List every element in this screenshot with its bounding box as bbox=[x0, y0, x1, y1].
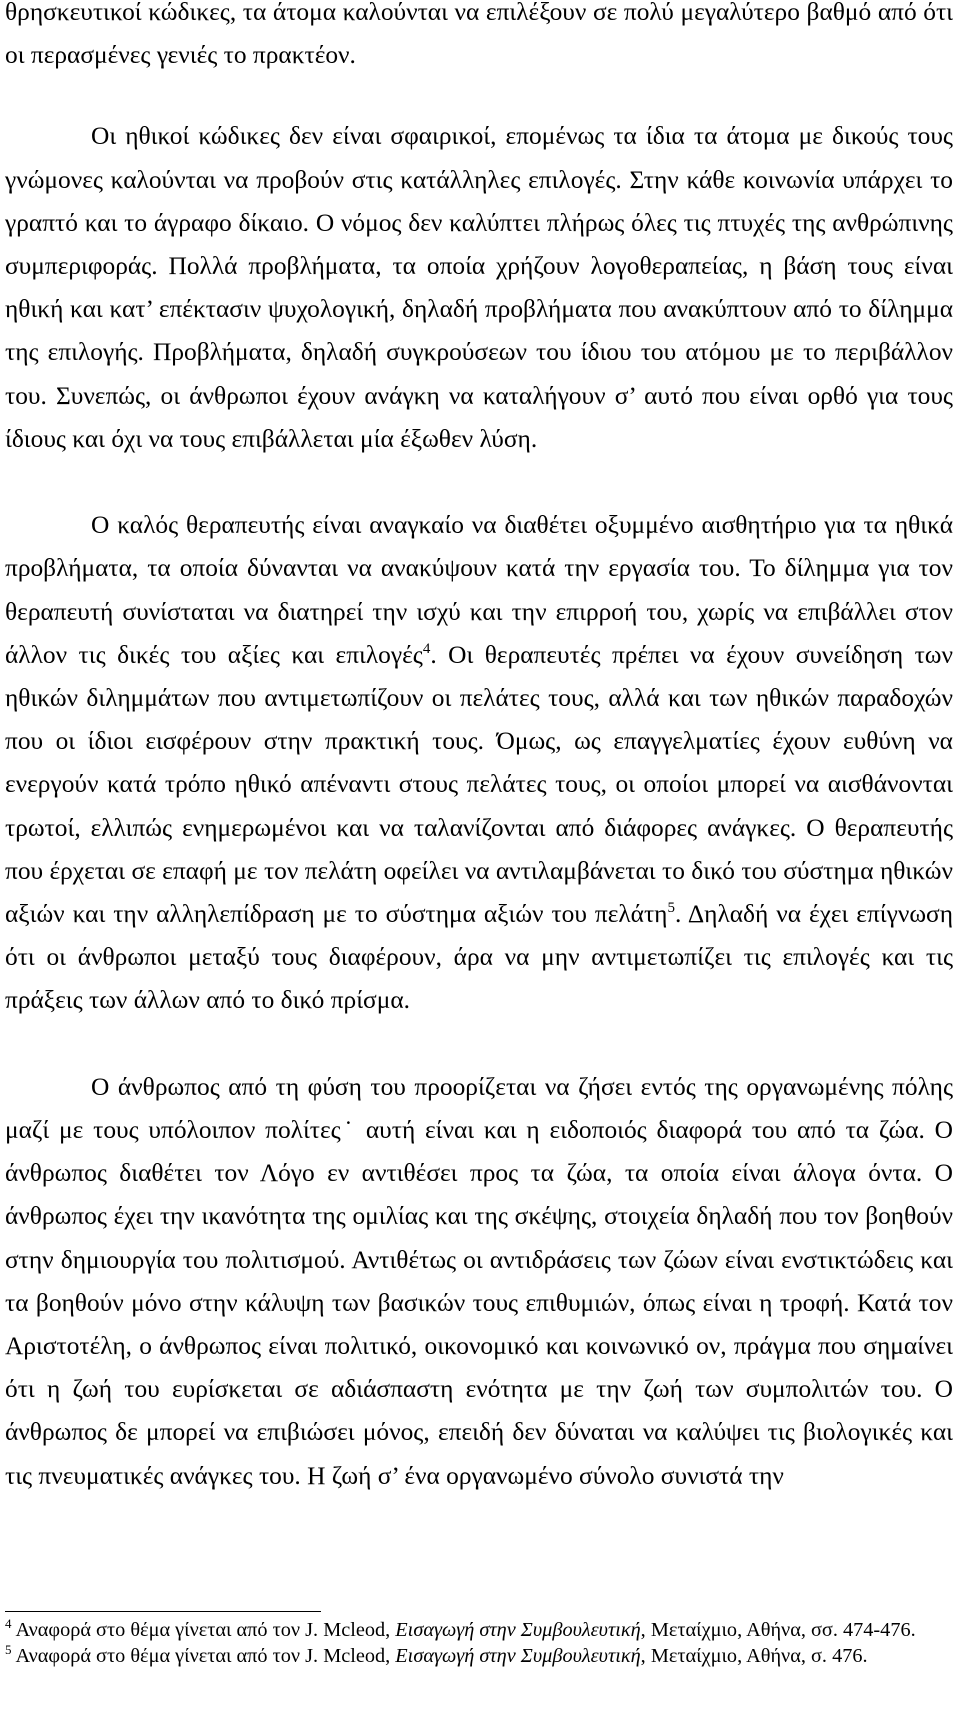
paragraph-text: Ο άνθρωπος από τη φύση του προορίζεται να ζήσει εντός της οργανωμένης πόλης μαζί με τους υπόλοιπον πολίτες˙ αυτή είναι και η ειδοποιός διαφορά του από τα ζώα. Ο άνθρωπος διαθέτει τον Λόγο εν αντιθέσει προς τα ζώα, τα οποία είναι άλογα όντα. Ο άνθρωπος έχει την ικανότητα της ομιλίας και της σκέψης, στοιχεία δηλαδή που τον βοηθούν στην δημιουργία του πολιτισμού. Αντιθέτως οι αντιδράσεις των ζώων είναι ενστικτώδεις και τα βοηθούν μόνο στην κάλυψη των βασικών τους επιθυμιών, όπως είναι η τροφή. Κατά τον Αριστοτέλη, ο άνθρωπος είναι πολιτικό, οικονομικό και κοινωνικό ον, πράγμα που σημαίνει ότι η ζωή του ευρίσκεται σε αδιάσπαστη ενότητα με την ζωή των συμπολιτών του. Ο άνθρωπος δε μπορεί να επιβιώσει μόνος, επειδή δεν δύναται να καλύψει τις βιολογικές και τις πνευματικές ανάγκες του. Η ζωή σ’ ένα οργανωμένο σύνολο συνιστά την bbox=[5, 1072, 953, 1490]
paragraph-ethical-codes bbox=[5, 115, 953, 461]
paragraph-good-therapist bbox=[5, 504, 953, 1022]
footnote-ref-5[interactable]: 5 bbox=[667, 900, 675, 917]
footnote-text: , Μεταίχμιο, Αθήνα, σσ. 474-476. bbox=[640, 1619, 916, 1641]
paragraph-text: . Οι θεραπευτές πρέπει να έχουν συνείδηση των ηθικών διλημμάτων που αντιμετωπίζουν οι πελάτες τους, αλλά και των ηθικών παραδοχών που οι ίδιοι εισφέρουν στην πρακτική τους. Όμως, ως επαγγελματίες έχουν ευθύνη να ενεργούν κατά τρόπο ηθικό απέναντι στους πελάτες τους, οι οποίοι μπορεί να αισθάνονται τρωτοί, ελλιπώς ενημερωμένοι και να ταλανίζονται από διάφορες ανάγκες. Ο θεραπευτής που έρχεται σε επαφή με τον πελάτη οφείλει να αντιλαμβάνεται το δικό του σύστημα ηθικών αξιών και την αλληλεπίδραση με το σύστημα αξιών του πελάτη bbox=[5, 640, 953, 929]
footnote-separator bbox=[5, 1611, 321, 1612]
footnote-text: , Μεταίχμιο, Αθήνα, σ. 476. bbox=[640, 1645, 868, 1667]
footnote-number: 4 bbox=[5, 1616, 12, 1631]
paragraph-human-nature bbox=[5, 1066, 953, 1498]
paragraph-text: . Δηλαδή να έχει επίγνωση ότι οι άνθρωποι μεταξύ τους διαφέρουν, άρα να μην αντιμετωπίζει τις επιλογές και τις πράξεις των άλλων από το δικό πρίσμα. bbox=[5, 900, 954, 1015]
paragraph-text: Οι ηθικοί κώδικες δεν είναι σφαιρικοί, επομένως τα ίδια τα άτομα με δικούς τους γνώμονες καλούνται να προβούν στις κατάλληλες επιλογές. Στην κάθε κοινωνία υπάρχει το γραπτό και το άγραφο δίκαιο. Ο νόμος δεν καλύπτει πλήρως όλες τις πτυχές της ανθρώπινης συμπεριφοράς. Πολλά προβλήματα, τα οποία χρήζουν λογοθεραπείας, η βάση τους είναι ηθική και κατ’ επέκτασιν ψυχολογική, δηλαδή προβλήματα που ανακύπτουν από το δίλημμα της επιλογής. Προβλήματα, δηλαδή συγκρούσεων του ίδιου του ατόμου με το περιβάλλον του. Συνεπώς, οι άνθρωποι έχουν ανάγκη να καταλήγουν σ’ αυτό που είναι ορθό για τους ίδιους και όχι να τους επιβάλλεται μία έξωθεν λύση. bbox=[5, 122, 953, 453]
footnote-text: Αναφορά στο θέμα γίνεται από τον J. Mcleod, bbox=[11, 1645, 396, 1667]
footnote-5 bbox=[5, 1644, 953, 1668]
footnote-book-title: Εισαγωγή στην Συμβουλευτική bbox=[395, 1619, 641, 1641]
body-text bbox=[5, 0, 953, 1498]
paragraph-continuation bbox=[5, 0, 953, 77]
paragraph-text: θρησκευτικοί κώδικες, τα άτομα καλούνται να επιλέξουν σε πολύ μεγαλύτερο βαθμό από ότι οι περασμένες γενιές το πρακτέον. bbox=[5, 0, 953, 70]
footnote-text: Αναφορά στο θέμα γίνεται από τον J. Mcleod, bbox=[11, 1619, 396, 1641]
paragraph-text: Ο καλός θεραπευτής είναι αναγκαίο να διαθέτει οξυμμένο αισθητήριο για τα ηθικά προβλήματα, τα οποία δύνανται να ανακύψουν κατά την εργασία του. Το δίλημμα για τον θεραπευτή συνίσταται να διατηρεί την ισχύ και την επιρροή του, χωρίς να επιβάλλει στον άλλον τις δικές του αξίες και επιλογές bbox=[5, 511, 953, 669]
footnote-number: 5 bbox=[5, 1642, 12, 1657]
footnote-ref-4[interactable]: 4 bbox=[422, 640, 431, 657]
footnote-book-title: Εισαγωγή στην Συμβουλευτική bbox=[395, 1645, 641, 1667]
footnote-4 bbox=[5, 1618, 953, 1642]
footnotes bbox=[5, 1618, 953, 1668]
